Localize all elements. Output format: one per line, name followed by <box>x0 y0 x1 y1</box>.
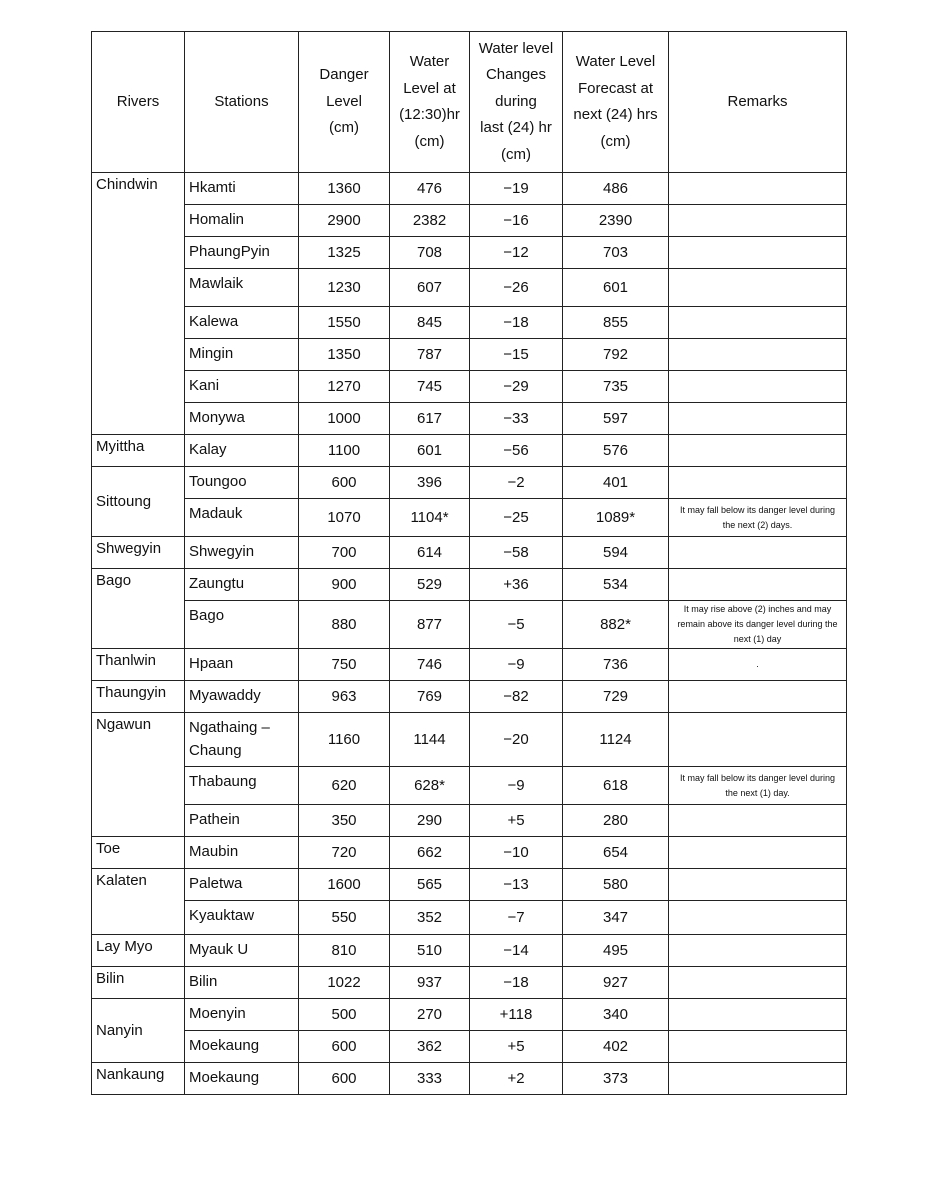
remarks-cell <box>669 339 847 371</box>
change-cell: −18 <box>470 967 563 999</box>
water-level-cell: 617 <box>390 403 470 435</box>
change-cell: −26 <box>470 269 563 307</box>
remarks-cell: . <box>669 649 847 681</box>
river-cell: Toe <box>92 837 185 869</box>
station-cell: Moekaung <box>185 1031 299 1063</box>
header-row <box>92 32 847 173</box>
water-level-cell: 396 <box>390 467 470 499</box>
change-cell: −56 <box>470 435 563 467</box>
river-cell: Bilin <box>92 967 185 999</box>
table-body <box>92 173 847 1095</box>
table-row <box>92 1063 847 1095</box>
water-level-cell: 845 <box>390 307 470 339</box>
forecast-cell: 729 <box>563 681 669 713</box>
table-row <box>92 237 847 269</box>
water-level-cell: 787 <box>390 339 470 371</box>
forecast-cell: 347 <box>563 901 669 935</box>
remarks-cell <box>669 435 847 467</box>
change-cell: −18 <box>470 307 563 339</box>
danger-level-cell: 620 <box>299 767 390 805</box>
river-cell: Bago <box>92 569 185 649</box>
remarks-cell <box>669 805 847 837</box>
forecast-cell: 792 <box>563 339 669 371</box>
water-level-cell: 352 <box>390 901 470 935</box>
danger-level-cell: 600 <box>299 467 390 499</box>
river-cell: Nankaung <box>92 1063 185 1095</box>
forecast-cell: 594 <box>563 537 669 569</box>
water-level-cell: 614 <box>390 537 470 569</box>
station-cell: Bago <box>185 601 299 649</box>
change-cell: −13 <box>470 869 563 901</box>
table-row <box>92 805 847 837</box>
danger-level-cell: 1350 <box>299 339 390 371</box>
table-row <box>92 269 847 307</box>
danger-level-cell: 880 <box>299 601 390 649</box>
forecast-cell: 495 <box>563 935 669 967</box>
remarks-cell <box>669 537 847 569</box>
forecast-cell: 402 <box>563 1031 669 1063</box>
danger-level-cell: 700 <box>299 537 390 569</box>
header-water-level: Water Level at (12:30)hr (cm) <box>390 32 470 173</box>
remarks-cell <box>669 205 847 237</box>
water-level-cell: 937 <box>390 967 470 999</box>
forecast-cell: 1124 <box>563 713 669 767</box>
change-cell: −20 <box>470 713 563 767</box>
table-row <box>92 1031 847 1063</box>
danger-level-cell: 600 <box>299 1031 390 1063</box>
change-cell: +2 <box>470 1063 563 1095</box>
danger-level-cell: 900 <box>299 569 390 601</box>
header-danger-level: Danger Level (cm) <box>299 32 390 173</box>
danger-level-cell: 750 <box>299 649 390 681</box>
header-changes: Water level Changes during last (24) hr (cm) <box>470 32 563 173</box>
forecast-cell: 601 <box>563 269 669 307</box>
danger-level-cell: 1000 <box>299 403 390 435</box>
forecast-cell: 735 <box>563 371 669 403</box>
forecast-cell: 1089* <box>563 499 669 537</box>
station-cell: Homalin <box>185 205 299 237</box>
forecast-cell: 703 <box>563 237 669 269</box>
station-cell: Zaungtu <box>185 569 299 601</box>
remarks-cell <box>669 237 847 269</box>
water-level-cell: 1104* <box>390 499 470 537</box>
change-cell: −2 <box>470 467 563 499</box>
danger-level-cell: 1100 <box>299 435 390 467</box>
change-cell: −5 <box>470 601 563 649</box>
table-row <box>92 435 847 467</box>
forecast-cell: 486 <box>563 173 669 205</box>
table-row <box>92 837 847 869</box>
water-level-cell: 607 <box>390 269 470 307</box>
table-row <box>92 403 847 435</box>
danger-level-cell: 810 <box>299 935 390 967</box>
station-cell: Kalewa <box>185 307 299 339</box>
danger-level-cell: 2900 <box>299 205 390 237</box>
change-cell: −25 <box>470 499 563 537</box>
table-row <box>92 205 847 237</box>
forecast-cell: 373 <box>563 1063 669 1095</box>
change-cell: +5 <box>470 805 563 837</box>
station-cell: Myauk U <box>185 935 299 967</box>
forecast-cell: 2390 <box>563 205 669 237</box>
water-level-cell: 529 <box>390 569 470 601</box>
change-cell: −12 <box>470 237 563 269</box>
water-level-cell: 877 <box>390 601 470 649</box>
table-row <box>92 649 847 681</box>
river-cell: Kalaten <box>92 869 185 935</box>
remarks-cell <box>669 173 847 205</box>
remarks-cell <box>669 269 847 307</box>
river-cell: Thaungyin <box>92 681 185 713</box>
change-cell: −15 <box>470 339 563 371</box>
station-cell: Toungoo <box>185 467 299 499</box>
table-row <box>92 537 847 569</box>
table-row <box>92 935 847 967</box>
table-row <box>92 173 847 205</box>
remarks-cell <box>669 837 847 869</box>
change-cell: −16 <box>470 205 563 237</box>
river-cell: Chindwin <box>92 173 185 435</box>
table-row <box>92 499 847 537</box>
forecast-cell: 280 <box>563 805 669 837</box>
station-cell: Moenyin <box>185 999 299 1031</box>
water-level-cell: 510 <box>390 935 470 967</box>
water-level-cell: 601 <box>390 435 470 467</box>
change-cell: −33 <box>470 403 563 435</box>
station-cell: Mingin <box>185 339 299 371</box>
table-row <box>92 467 847 499</box>
forecast-cell: 927 <box>563 967 669 999</box>
table-row <box>92 601 847 649</box>
danger-level-cell: 1230 <box>299 269 390 307</box>
danger-level-cell: 1360 <box>299 173 390 205</box>
forecast-cell: 882* <box>563 601 669 649</box>
remarks-cell <box>669 371 847 403</box>
danger-level-cell: 963 <box>299 681 390 713</box>
remarks-cell: It may fall below its danger level during the next (2) days. <box>669 499 847 537</box>
remarks-cell <box>669 467 847 499</box>
water-level-cell: 476 <box>390 173 470 205</box>
river-cell: Lay Myo <box>92 935 185 967</box>
water-level-cell: 362 <box>390 1031 470 1063</box>
water-level-cell: 333 <box>390 1063 470 1095</box>
forecast-cell: 576 <box>563 435 669 467</box>
remarks-cell <box>669 1031 847 1063</box>
remarks-cell <box>669 307 847 339</box>
station-cell: Shwegyin <box>185 537 299 569</box>
table-row <box>92 713 847 767</box>
table-row <box>92 371 847 403</box>
river-cell: Shwegyin <box>92 537 185 569</box>
remarks-cell <box>669 935 847 967</box>
table-row <box>92 767 847 805</box>
remarks-cell <box>669 901 847 935</box>
change-cell: +118 <box>470 999 563 1031</box>
river-cell: Nanyin <box>92 999 185 1063</box>
station-cell: Kalay <box>185 435 299 467</box>
forecast-cell: 580 <box>563 869 669 901</box>
water-level-cell: 270 <box>390 999 470 1031</box>
danger-level-cell: 550 <box>299 901 390 935</box>
change-cell: −9 <box>470 649 563 681</box>
station-cell: Kyauktaw <box>185 901 299 935</box>
station-cell: Myawaddy <box>185 681 299 713</box>
remarks-cell <box>669 681 847 713</box>
station-cell: Hpaan <box>185 649 299 681</box>
danger-level-cell: 1160 <box>299 713 390 767</box>
station-cell: Bilin <box>185 967 299 999</box>
change-cell: −82 <box>470 681 563 713</box>
table-row <box>92 901 847 935</box>
river-cell: Ngawun <box>92 713 185 837</box>
station-cell: Hkamti <box>185 173 299 205</box>
remarks-cell: It may rise above (2) inches and may remain above its danger level during the next (1) day <box>669 601 847 649</box>
header-rivers: Rivers <box>92 32 185 173</box>
station-cell: Pathein <box>185 805 299 837</box>
table-row <box>92 999 847 1031</box>
water-level-cell: 769 <box>390 681 470 713</box>
station-cell: Ngathaing – Chaung <box>185 713 299 767</box>
remarks-cell <box>669 1063 847 1095</box>
forecast-cell: 654 <box>563 837 669 869</box>
change-cell: −29 <box>470 371 563 403</box>
table-row <box>92 967 847 999</box>
station-cell: Maubin <box>185 837 299 869</box>
water-level-cell: 565 <box>390 869 470 901</box>
forecast-cell: 618 <box>563 767 669 805</box>
forecast-cell: 340 <box>563 999 669 1031</box>
change-cell: −14 <box>470 935 563 967</box>
remarks-cell <box>669 403 847 435</box>
danger-level-cell: 1600 <box>299 869 390 901</box>
station-cell: Madauk <box>185 499 299 537</box>
water-level-table <box>91 31 847 1095</box>
change-cell: +5 <box>470 1031 563 1063</box>
danger-level-cell: 600 <box>299 1063 390 1095</box>
forecast-cell: 597 <box>563 403 669 435</box>
station-cell: Paletwa <box>185 869 299 901</box>
table-row <box>92 681 847 713</box>
station-cell: Moekaung <box>185 1063 299 1095</box>
danger-level-cell: 1550 <box>299 307 390 339</box>
remarks-cell <box>669 999 847 1031</box>
change-cell: −7 <box>470 901 563 935</box>
header-remarks: Remarks <box>669 32 847 173</box>
change-cell: +36 <box>470 569 563 601</box>
water-level-cell: 746 <box>390 649 470 681</box>
water-level-cell: 2382 <box>390 205 470 237</box>
forecast-cell: 534 <box>563 569 669 601</box>
remarks-cell <box>669 569 847 601</box>
danger-level-cell: 1070 <box>299 499 390 537</box>
station-cell: Thabaung <box>185 767 299 805</box>
water-level-cell: 708 <box>390 237 470 269</box>
forecast-cell: 855 <box>563 307 669 339</box>
remarks-cell <box>669 967 847 999</box>
change-cell: −58 <box>470 537 563 569</box>
table-row <box>92 569 847 601</box>
header-forecast: Water Level Forecast at next (24) hrs (cm) <box>563 32 669 173</box>
header-stations: Stations <box>185 32 299 173</box>
danger-level-cell: 1270 <box>299 371 390 403</box>
change-cell: −19 <box>470 173 563 205</box>
water-level-cell: 628* <box>390 767 470 805</box>
station-cell: Kani <box>185 371 299 403</box>
danger-level-cell: 1022 <box>299 967 390 999</box>
river-cell: Sittoung <box>92 467 185 537</box>
water-level-cell: 1144 <box>390 713 470 767</box>
remarks-cell <box>669 869 847 901</box>
station-cell: Monywa <box>185 403 299 435</box>
water-level-cell: 745 <box>390 371 470 403</box>
remarks-cell: It may fall below its danger level during the next (1) day. <box>669 767 847 805</box>
table-row <box>92 307 847 339</box>
remarks-cell <box>669 713 847 767</box>
table-row <box>92 869 847 901</box>
change-cell: −9 <box>470 767 563 805</box>
table-row <box>92 339 847 371</box>
danger-level-cell: 500 <box>299 999 390 1031</box>
forecast-cell: 401 <box>563 467 669 499</box>
water-level-cell: 662 <box>390 837 470 869</box>
river-cell: Thanlwin <box>92 649 185 681</box>
danger-level-cell: 1325 <box>299 237 390 269</box>
river-cell: Myittha <box>92 435 185 467</box>
station-cell: PhaungPyin <box>185 237 299 269</box>
water-level-cell: 290 <box>390 805 470 837</box>
danger-level-cell: 350 <box>299 805 390 837</box>
forecast-cell: 736 <box>563 649 669 681</box>
change-cell: −10 <box>470 837 563 869</box>
danger-level-cell: 720 <box>299 837 390 869</box>
station-cell: Mawlaik <box>185 269 299 307</box>
